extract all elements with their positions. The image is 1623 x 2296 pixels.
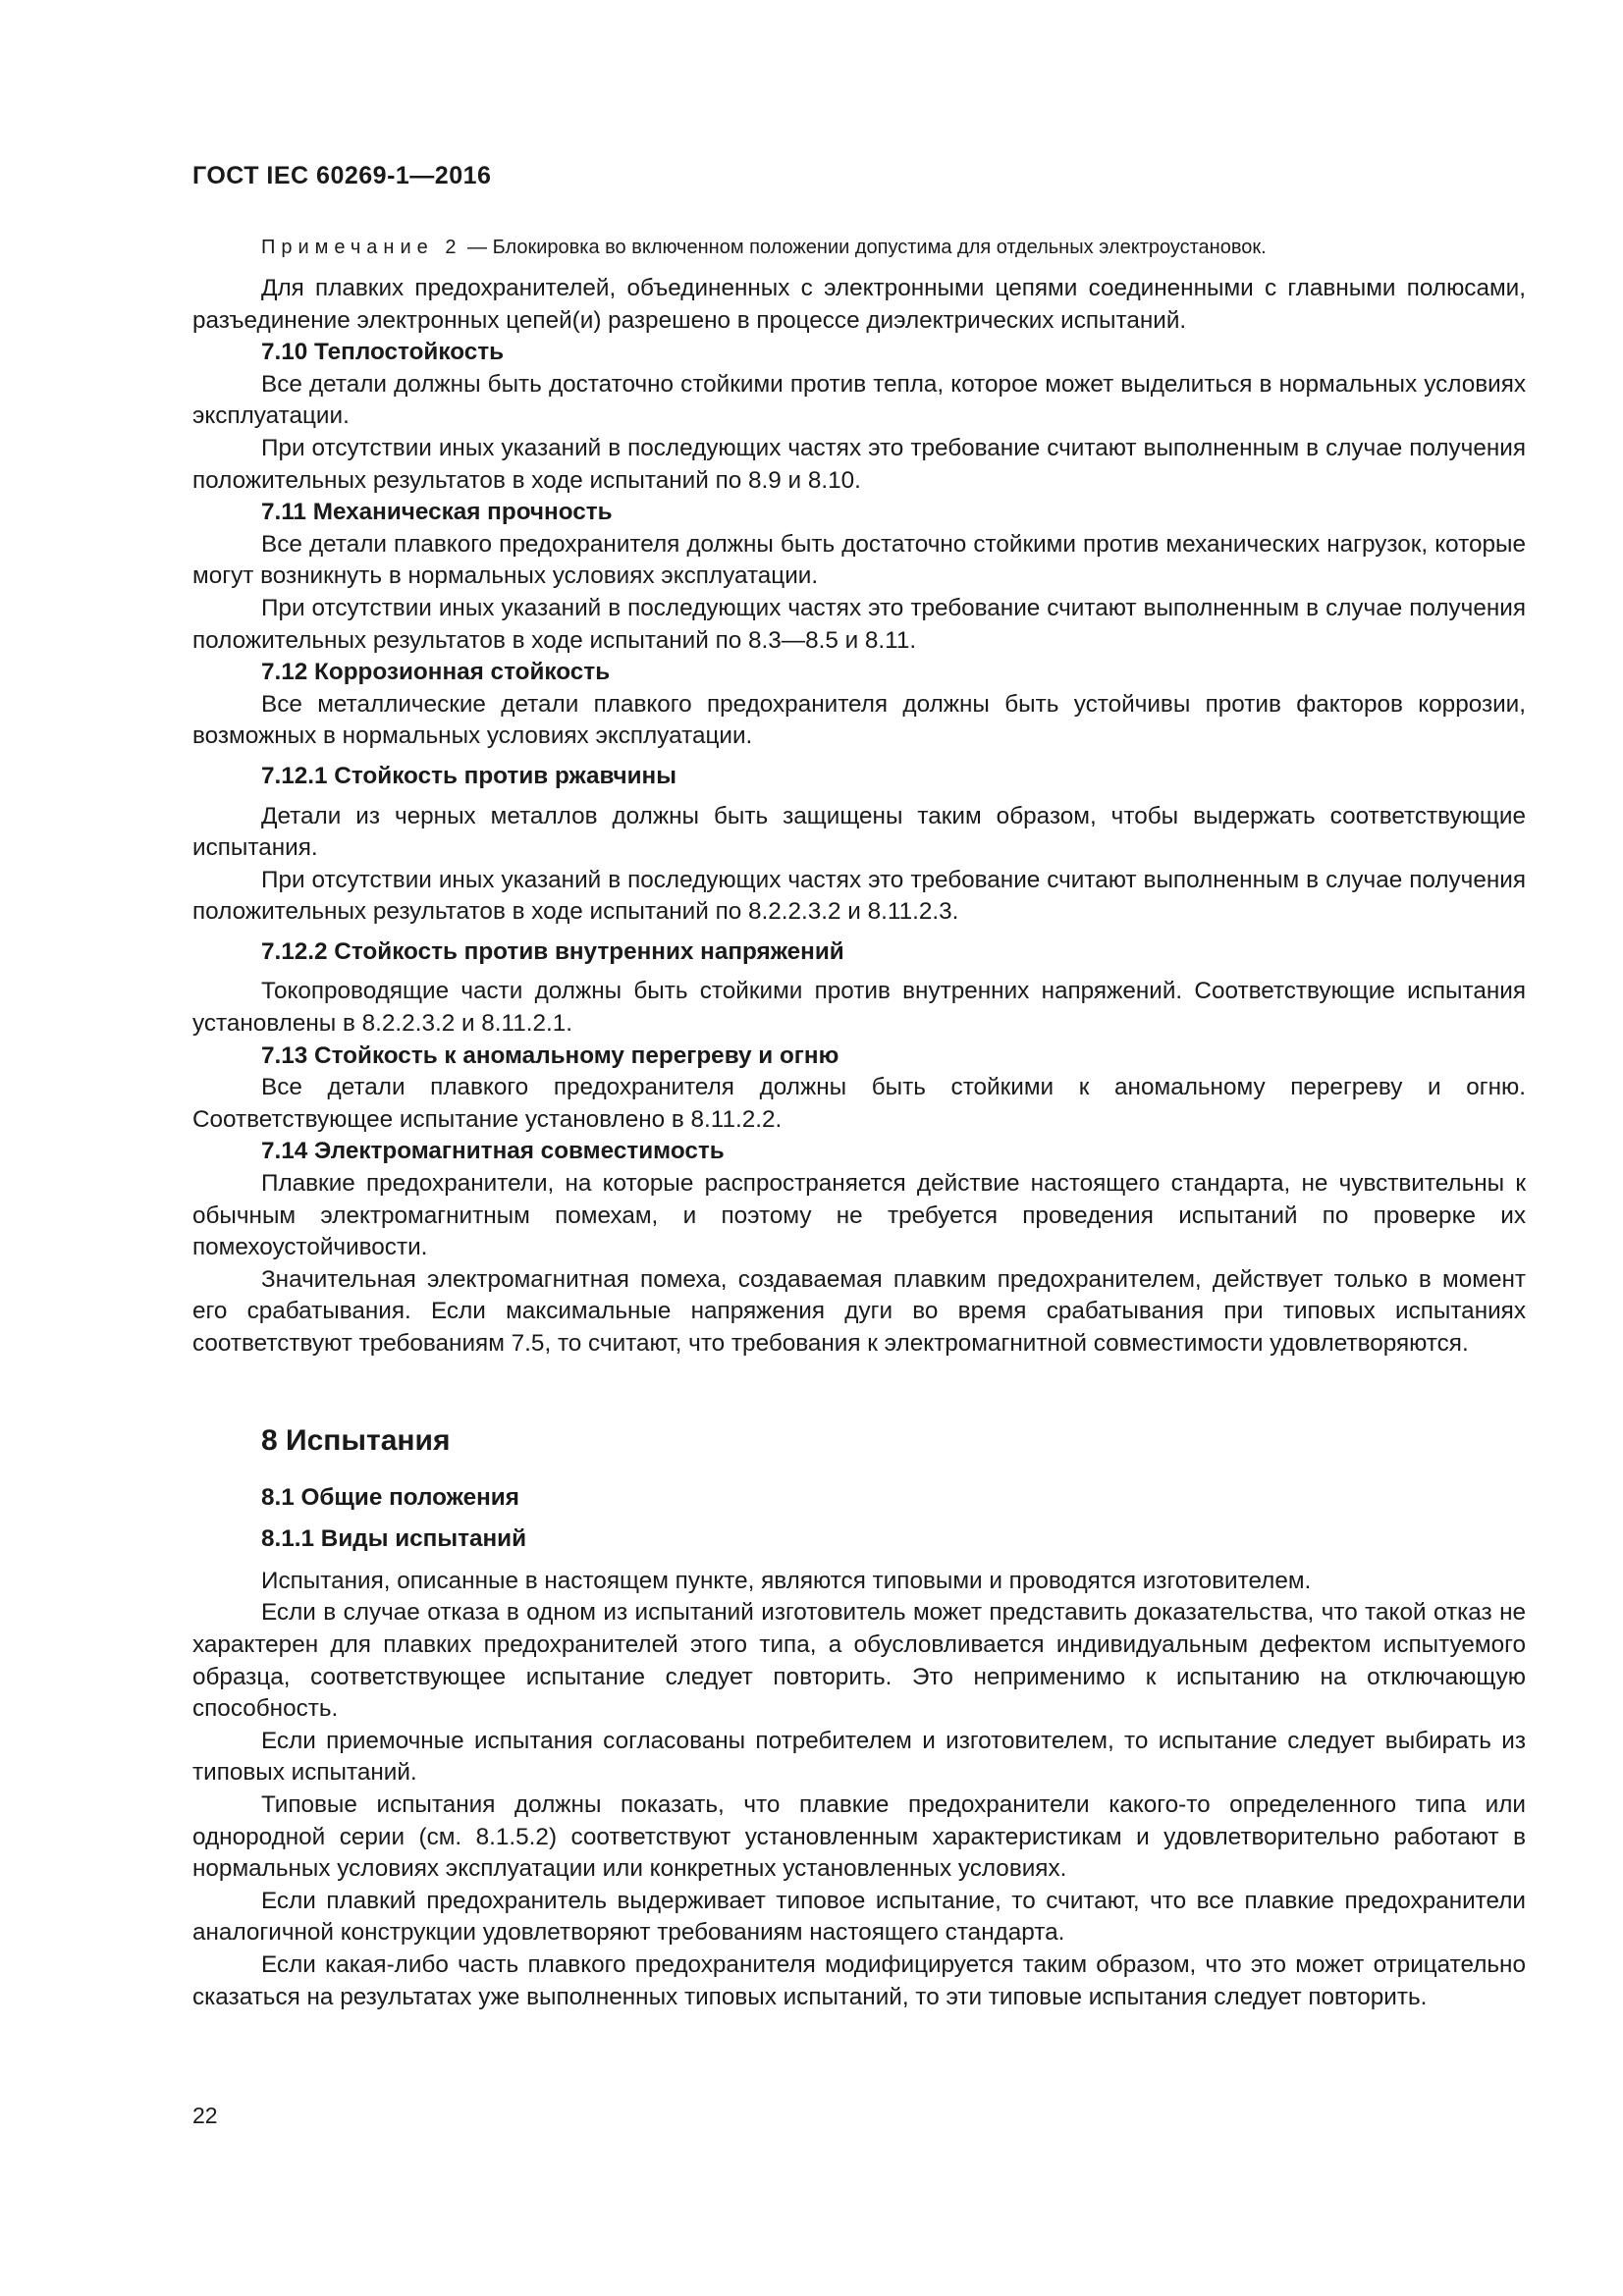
paragraph: Если плавкий предохранитель выдерживает типовое испытание, то считают, что все плавкие предохранители аналогичной конструкции удовлетворяют требованиям настоящего стандарта.	[192, 1887, 1526, 1947]
note-2	[192, 234, 1526, 261]
note-text: — Блокировка во включенном положении допустима для отдельных электроустановок.	[461, 237, 1267, 258]
paragraph: Значительная электромагнитная помеха, создаваемая плавким предохранителем, действует только в момент его срабатывания. Если максимальные напряжения дуги во время срабатывания при типовых испытаниях соответствуют требованиям 7.5, то считают, что требования к электромагнитной совместимости удовлетворяются.	[192, 1265, 1526, 1357]
section-heading-7-12: 7.12 Коррозионная стойкость	[261, 659, 611, 686]
paragraph: Если приемочные испытания согласованы потребителем и изготовителем, то испытание следует выбирать из типовых испытаний.	[192, 1727, 1526, 1787]
section-heading-7-13: 7.13 Стойкость к аномальному перегреву и огню	[261, 1041, 839, 1069]
paragraph: При отсутствии иных указаний в последующих частях это требование считают выполненным в случае получения положительных результатов в ходе испытаний по 8.3—8.5 и 8.11.	[192, 594, 1526, 654]
section-heading-7-14: 7.14 Электромагнитная совместимость	[261, 1138, 725, 1165]
page-number: 22	[192, 2103, 218, 2128]
paragraph: Все детали должны быть достаточно стойкими против тепла, которое может выделиться в нормальных условиях эксплуатации.	[192, 370, 1526, 430]
paragraph: Если в случае отказа в одном из испытаний изготовитель может представить доказательства, что такой отказ не характерен для плавких предохранителей этого типа, а обусловливается индивидуальным дефектом испытуемого образца, соответствующее испытание следует повторить. Это неприменимо к испытанию на отключающую способность.	[192, 1599, 1526, 1723]
document-header: ГОСТ IEC 60269-1—2016	[192, 162, 492, 189]
section-heading-7-12-2: 7.12.2 Стойкость против внутренних напряжений	[261, 937, 844, 965]
section-heading-7-11: 7.11 Механическая прочность	[261, 499, 613, 526]
document-page	[192, 162, 1526, 2013]
section-heading-8: 8 Испытания	[261, 1423, 451, 1457]
section-heading-7-12-1: 7.12.1 Стойкость против ржавчины	[261, 762, 676, 789]
paragraph: Для плавких предохранителей, объединенных с электронными цепями соединенными с главными полюсами, разъединение электронных цепей(и) разрешено в процессе диэлектрических испытаний.	[192, 275, 1526, 334]
section-heading-8-1: 8.1 Общие положения	[261, 1483, 519, 1511]
paragraph: При отсутствии иных указаний в последующих частях это требование считают выполненным в случае получения положительных результатов в ходе испытаний по 8.2.2.3.2 и 8.11.2.3.	[192, 866, 1526, 926]
note-label: Примечание 2	[261, 237, 462, 258]
paragraph: Детали из черных металлов должны быть защищены таким образом, чтобы выдержать соответствующие испытания.	[192, 802, 1526, 862]
section-heading-7-10: 7.10 Теплостойкость	[261, 339, 505, 366]
paragraph: Если какая-либо часть плавкого предохранителя модифицируется таким образом, что это может отрицательно сказаться на результатах уже выполненных типовых испытаний, то эти типовые испытания следует повторить.	[192, 1950, 1526, 2010]
paragraph: Типовые испытания должны показать, что плавкие предохранители какого-то определенного типа или однородной серии (см. 8.1.5.2) соответствуют установленным характеристикам и удовлетворительно работают в нормальных условиях эксплуатации или конкретных установленных условиях.	[192, 1790, 1526, 1883]
paragraph: Все детали плавкого предохранителя должны быть стойкими к аномальному перегреву и огню. Соответствующее испытание установлено в 8.11.2.2.	[192, 1074, 1526, 1133]
paragraph: Токопроводящие части должны быть стойкими против внутренних напряжений. Соответствующие испытания установлены в 8.2.2.3.2 и 8.11.2.1.	[192, 978, 1526, 1038]
paragraph: При отсутствии иных указаний в последующих частях это требование считают выполненным в случае получения положительных результатов в ходе испытаний по 8.9 и 8.10.	[192, 434, 1526, 494]
paragraph: Все металлические детали плавкого предохранителя должны быть устойчивы против факторов коррозии, возможных в нормальных условиях эксплуатации.	[192, 690, 1526, 750]
paragraph: Испытания, описанные в настоящем пункте, являются типовыми и проводятся изготовителем.	[261, 1567, 1312, 1594]
paragraph: Все детали плавкого предохранителя должны быть достаточно стойкими против механических нагрузок, которые могут возникнуть в нормальных условиях эксплуатации.	[192, 530, 1526, 590]
section-heading-8-1-1: 8.1.1 Виды испытаний	[261, 1525, 527, 1553]
paragraph: Плавкие предохранители, на которые распространяется действие настоящего стандарта, не чувствительны к обычным электромагнитным помехам, и поэтому не требуется проведения испытаний по проверке их помехоустойчивости.	[192, 1170, 1526, 1261]
